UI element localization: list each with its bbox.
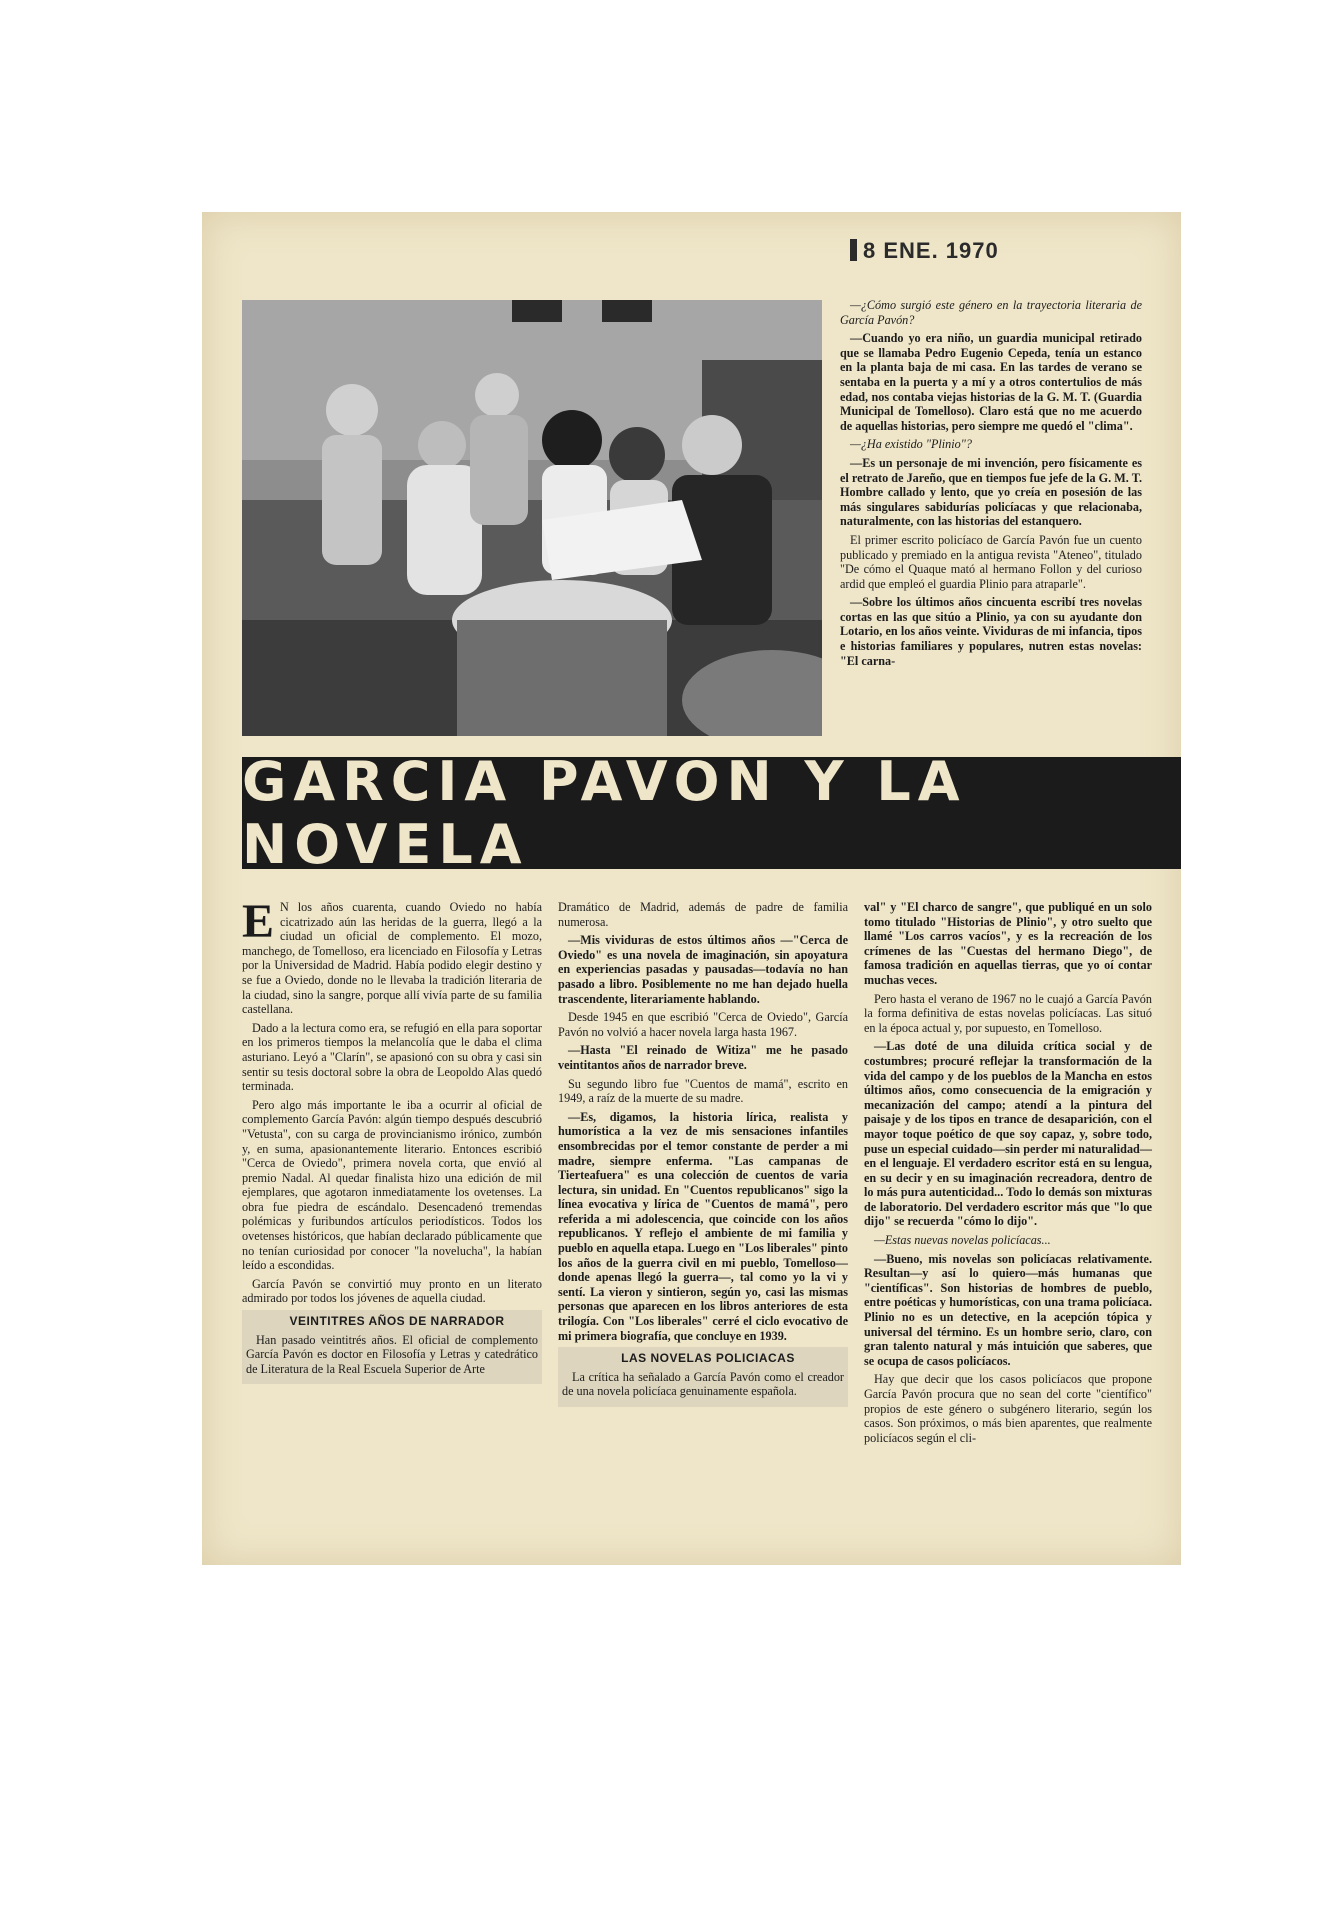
top-right-column xyxy=(840,298,1142,672)
paragraph: —Hasta "El reinado de Witiza" me he pasado veintitantos años de narrador breve. xyxy=(558,1043,848,1072)
shaded-box xyxy=(558,1347,848,1407)
paragraph: Han pasado veintitrés años. El oficial de complemento García Pavón es doctor en Filosofía y Letras y catedrático de Literatura de la Real Escuela Superior de Arte xyxy=(246,1332,538,1376)
paragraph: García Pavón se convirtió muy pronto en un literato admirado por todos los jóvenes de aquella ciudad. xyxy=(242,1276,542,1306)
paragraph: —Bueno, mis novelas son policíacas relativamente. Resultan—y así lo quiero—más humanas que "científicas". Son historias de hombres de pueblo, entre poéticas y humorísticas, con una trama policíaca. Plinio no es un detective, en la acepción tópica y universal del término. Es un hombre serio, claro, con gran talento natural y más intuición que saberes, que se ocupa de casos policíacos. xyxy=(864,1251,1152,1368)
paragraph: —Las doté de una diluida crítica social y de costumbres; procuré reflejar la transformación de la vida del campo y de los pueblos de la Mancha en estos últimos años, como consecuencia de la emigración y mecanización del campo; atendí a la pintura del paisaje y de los tipos en trance de desaparición, con el mayor toque poético de que soy capaz, y, sobre todo, puse un especial cuidado—sin perder mi naturalidad—en el lenguaje. El verdadero escritor está en su lengua, en su decir y en su imaginación recreadora, dentro de lo más pura autenticidad... Todo lo demás son mixturas de laboratorio. Del verdadero escritor más que "lo que dijo" se recuerda "cómo lo dijo". xyxy=(864,1039,1152,1229)
drop-cap: E xyxy=(242,895,275,948)
newspaper-clipping xyxy=(202,212,1181,1565)
paragraph: —Estas nuevas novelas policíacas... xyxy=(874,1233,1051,1248)
paragraph: Hay que decir que los casos policíacos que propone García Pavón procura que no sean del corte "científico" propios de este género o subgénero literario, según los casos. Son próximos, o más bien aparentes, que realmente policíacos según el cli- xyxy=(864,1372,1152,1445)
paragraph: val" y "El charco de sangre", que publiqué en un solo tomo titulado "Historias de Plinio", y otro suelto que llamé "Los carros vacíos", y es la recreación de los crímenes de las "Cuestas del hermano Diego", de famosa tradición en aquellas tierras, que yo oí contar muchas veces. xyxy=(864,900,1152,987)
date-stamp-text: 8 ENE. 1970 xyxy=(863,238,999,263)
family-photo xyxy=(242,300,822,736)
shaded-box xyxy=(242,1310,542,1384)
headline: GARCIA PAVON Y LA NOVELA xyxy=(242,750,967,876)
paragraph: Dramático de Madrid, además de padre de familia numerosa. xyxy=(558,900,848,929)
paragraph: —Es un personaje de mi invención, pero físicamente es el retrato de Jareño, que en tiempos fue jefe de la G. M. T. Hombre callado y lento, que yo creía en posesión de las más singulares sabidurías policíacas y que relacionaba, naturalmente, con las historias del estanquero. xyxy=(840,455,1142,529)
paragraph: Su segundo libro fue "Cuentos de mamá", escrito en 1949, a raíz de la muerte de su madre. xyxy=(558,1076,848,1106)
subheading: LAS NOVELAS POLICIACAS xyxy=(621,1351,795,1366)
column-left xyxy=(242,895,542,1384)
intro-text: N los años cuarenta, cuando Oviedo no había cicatrizado aún las heridas de la guerra, llegó a la ciudad un oficial de complemento. El mozo, manchego, de Tomelloso, era licenciado en Filosofía y Letras por la Universidad de Madrid. Había podido elegir destino y se fue a Oviedo, donde no le llevaba la tradición literaria de la ciudad, sino la sangre, porque allí vivía parte de su familia castellana. xyxy=(242,900,542,1017)
date-stamp xyxy=(850,238,999,264)
intro-paragraph xyxy=(242,895,542,1017)
stamp-bar xyxy=(850,239,857,261)
subheading: VEINTITRES AÑOS DE NARRADOR xyxy=(289,1314,505,1329)
headline-banner xyxy=(242,750,1181,876)
paragraph: —¿Cómo surgió este género en la trayectoria literaria de García Pavón? xyxy=(840,298,1142,327)
paragraph: —Cuando yo era niño, un guardia municipal retirado que se llamaba Pedro Eugenio Cepeda, tenía un estanco en la planta baja de mi casa. En las tardes de verano se sentaba en la puerta y a mí y a otros contertulios de más edad, nos contaba viejas historias de la G. M. T. (Guardia Municipal de Tomelloso). Claro está que no me acuerdo de aquellas historias, pero siempre me quedó el "clima". xyxy=(840,331,1142,433)
paragraph: —Es, digamos, la historia lírica, realista y humorística a la vez de mis sensaciones infantiles ensombrecidas por el temor constante de perder a mi madre, siempre enferma. "Las campanas de Tierteafuera" es una colección de cuentos de varia lectura, sin unidad. En "Cuentos republicanos" sigo la línea evocativa y lírica de "Cuentos de mamá", pero referida a mi adolescencia, que coincide con los años republicanos. Y reflejo el ambiente de mi familia y pueblo en aquella etapa. Luego en "Los liberales" pinto los años de la guerra civil en mi pueblo, Tomelloso—donde apenas llegó la guerra—, tal como yo la vi y sentí. La vieron y sintieron, según yo, casi las mismas personas que aparecen en los libros anteriores de esta trilogía. Con "Los liberales" cerré el ciclo evocativo de mi primera biografía, que concluye en 1939. xyxy=(558,1109,848,1343)
paragraph: El primer escrito policíaco de García Pavón fue un cuento publicado y premiado en la antigua revista "Ateneo", titulado "De cómo el Quaque mató al hermano Follon y del curioso ardid que empleó el guardia Plinio para atraparle". xyxy=(840,532,1142,591)
paragraph: —Mis vividuras de estos últimos años —"Cerca de Oviedo" es una novela de imaginación, sin apoyatura en experiencias pasadas y pausadas—todavía no han pasado a libro. Posiblemente no me han dejado huella trascendente, literariamente hablando. xyxy=(558,933,848,1006)
paragraph: Pero hasta el verano de 1967 no le cuajó a García Pavón la forma definitiva de estas novelas policíacas. Las situó en la época actual y, por supuesto, en Tomelloso. xyxy=(864,991,1152,1035)
column-middle xyxy=(558,900,848,1407)
family-photo-illustration xyxy=(242,300,822,736)
paragraph: La crítica ha señalado a García Pavón como el creador de una novela policíaca genuinamente española. xyxy=(562,1369,844,1399)
column-right xyxy=(864,900,1152,1449)
paragraph: Desde 1945 en que escribió "Cerca de Oviedo", García Pavón no volvió a hacer novela larga hasta 1967. xyxy=(558,1010,848,1039)
paragraph: —¿Ha existido "Plinio"? xyxy=(850,437,972,452)
paragraph: —Sobre los últimos años cincuenta escribí tres novelas cortas en las que sitúo a Plinio, ya con su ayudante don Lotario, en los años veinte. Vividuras de mi infancia, tipos e historias familiares y populares, nutren estas novelas: "El carna- xyxy=(840,595,1142,668)
paragraph: Pero algo más importante le iba a ocurrir al oficial de complemento García Pavón: algún tiempo después descubrió "Vetusta", con su carga de provincianismo irónico, zumbón y, en suma, apasionantemente literario. Entonces escribió "Cerca de Oviedo", primera novela corta, que envió al premio Nadal. Al quedar finalista hizo una edición de mil ejemplares, que agotaron inmediatamente los ovetenses. La obra fue piedra de escándalo. Desencadenó tremendas polémicas y furibundos artículos periodísticos. Todos los ovetenses históricos, que habían declarado públicamente que no tenían curiosidad por conocer "la novelucha", la habían leído a escondidas. xyxy=(242,1097,542,1273)
paragraph: Dado a la lectura como era, se refugió en ella para soportar en los primeros tiempos la melancolía que le daba el clima asturiano. Leyó a "Clarín", se apasionó con su obra y casi sin sentir su tesis doctoral sobre la obra de Leopoldo Alas quedó terminada. xyxy=(242,1020,542,1094)
